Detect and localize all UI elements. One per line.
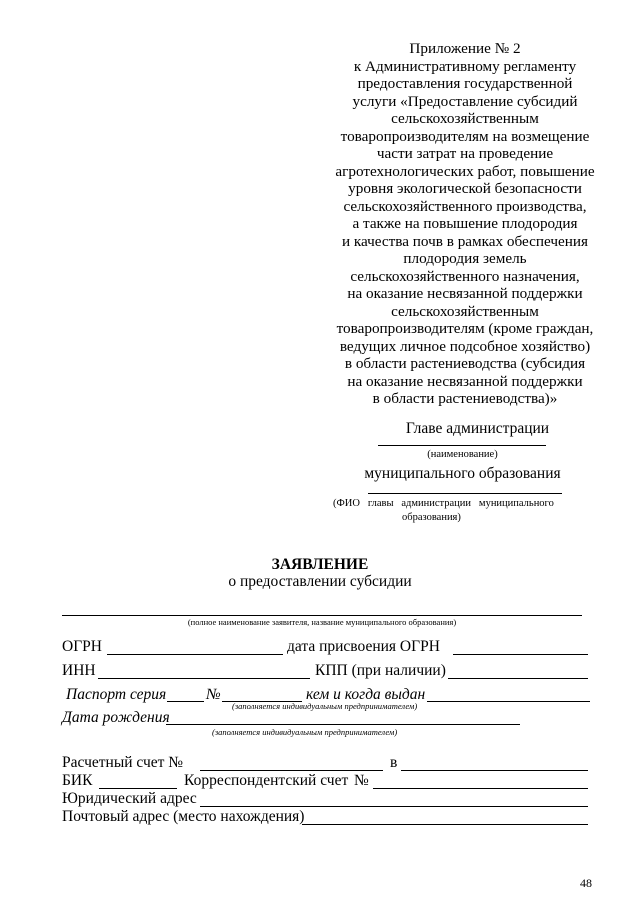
appendix-line: на оказание несвязанной поддержки [347, 285, 583, 302]
appendix-line: а также на повышение плодородия [352, 215, 578, 232]
bank-in-label: в [390, 754, 398, 771]
passport-issued-label: кем и когда выдан [306, 686, 426, 703]
corr-account-label: Корреспондентский счет [184, 772, 349, 789]
inn-field[interactable] [98, 678, 310, 679]
appendix-line: сельскохозяйственным [391, 302, 539, 320]
kpp-field[interactable] [448, 678, 588, 679]
postal-address-field[interactable] [302, 824, 588, 825]
legal-address-label: Юридический адрес [62, 790, 197, 807]
page-number: 48 [580, 876, 592, 890]
applicant-line [62, 615, 582, 616]
addressee-fio-hint-2: образования) [402, 512, 461, 523]
addressee-head: Главе администрации [405, 420, 550, 437]
appendix-line: сельскохозяйственного назначения, [350, 267, 580, 285]
appendix-line: сельскохозяйственного производства, [343, 197, 587, 215]
passport-number-label: № [206, 686, 221, 703]
appendix-line: на оказание несвязанной поддержки [347, 372, 583, 390]
appendix-line: к Административному регламенту [353, 57, 577, 75]
appendix-line: в области растениеводства)» [372, 390, 558, 407]
ip-hint-2: (заполняется индивидуальным предпринимателем) [212, 727, 398, 737]
appendix-line: товаропроизводителям на возмещение [340, 127, 590, 145]
ogrn-label: ОГРН [62, 638, 102, 655]
appendix-line: сельскохозяйственным [391, 110, 539, 127]
appendix-line: уровня экологической безопасности [348, 180, 582, 197]
appendix-line: товаропроизводителям (кроме граждан, [336, 320, 594, 337]
addressee-name-line [378, 445, 546, 446]
document-title: ЗАЯВЛЕНИЕ [271, 556, 369, 573]
passport-series-field[interactable] [167, 701, 204, 702]
inn-label: ИНН [62, 662, 96, 679]
appendix-line: части затрат на проведение [376, 145, 554, 162]
passport-series-label: Паспорт серия [66, 686, 167, 703]
account-label: Расчетный счет № [62, 754, 184, 771]
corr-account-field[interactable] [373, 788, 588, 789]
applicant-hint: (полное наименование заявителя, название муниципального образования) [187, 617, 457, 627]
appendix-header [320, 40, 610, 408]
addressee-fio-hint-1: (ФИО главы администрации муниципального [333, 498, 554, 509]
appendix-line: предоставления государственной [357, 75, 573, 92]
ogrn-date-label: дата присвоения ОГРН [287, 638, 440, 655]
kpp-label: КПП (при наличии) [315, 662, 446, 679]
addressee-name-hint: (наименование) [427, 449, 498, 460]
appendix-line: агротехнологических работ, повышение [335, 162, 595, 180]
ogrn-field[interactable] [107, 654, 283, 655]
bik-label: БИК [62, 772, 93, 789]
addressee-fio-line [368, 493, 562, 494]
corr-account-number-label: № [354, 772, 369, 789]
document-subtitle: о предоставлении субсидии [228, 573, 412, 590]
appendix-line: плодородия земель [403, 250, 527, 267]
birth-date-field[interactable] [166, 724, 520, 725]
ip-hint-1: (заполняется индивидуальным предпринимателем) [232, 701, 418, 711]
appendix-line: в области растениеводства (субсидия [344, 355, 586, 372]
account-field[interactable] [200, 770, 383, 771]
bik-field[interactable] [99, 788, 177, 789]
appendix-line: ведущих личное подсобное хозяйство) [339, 337, 591, 355]
legal-address-field[interactable] [200, 806, 588, 807]
addressee-municipality: муниципального образования [364, 465, 561, 482]
birth-date-label: Дата рождения [62, 709, 170, 726]
bank-field[interactable] [401, 770, 588, 771]
appendix-line: Приложение № 2 [409, 40, 521, 57]
appendix-line: и качества почв в рамках обеспечения [341, 232, 589, 250]
ogrn-date-field[interactable] [453, 654, 588, 655]
passport-issued-field[interactable] [427, 701, 590, 702]
appendix-line: услуги «Предоставление субсидий [352, 92, 578, 110]
postal-address-label: Почтовый адрес (место нахождения) [62, 808, 305, 825]
